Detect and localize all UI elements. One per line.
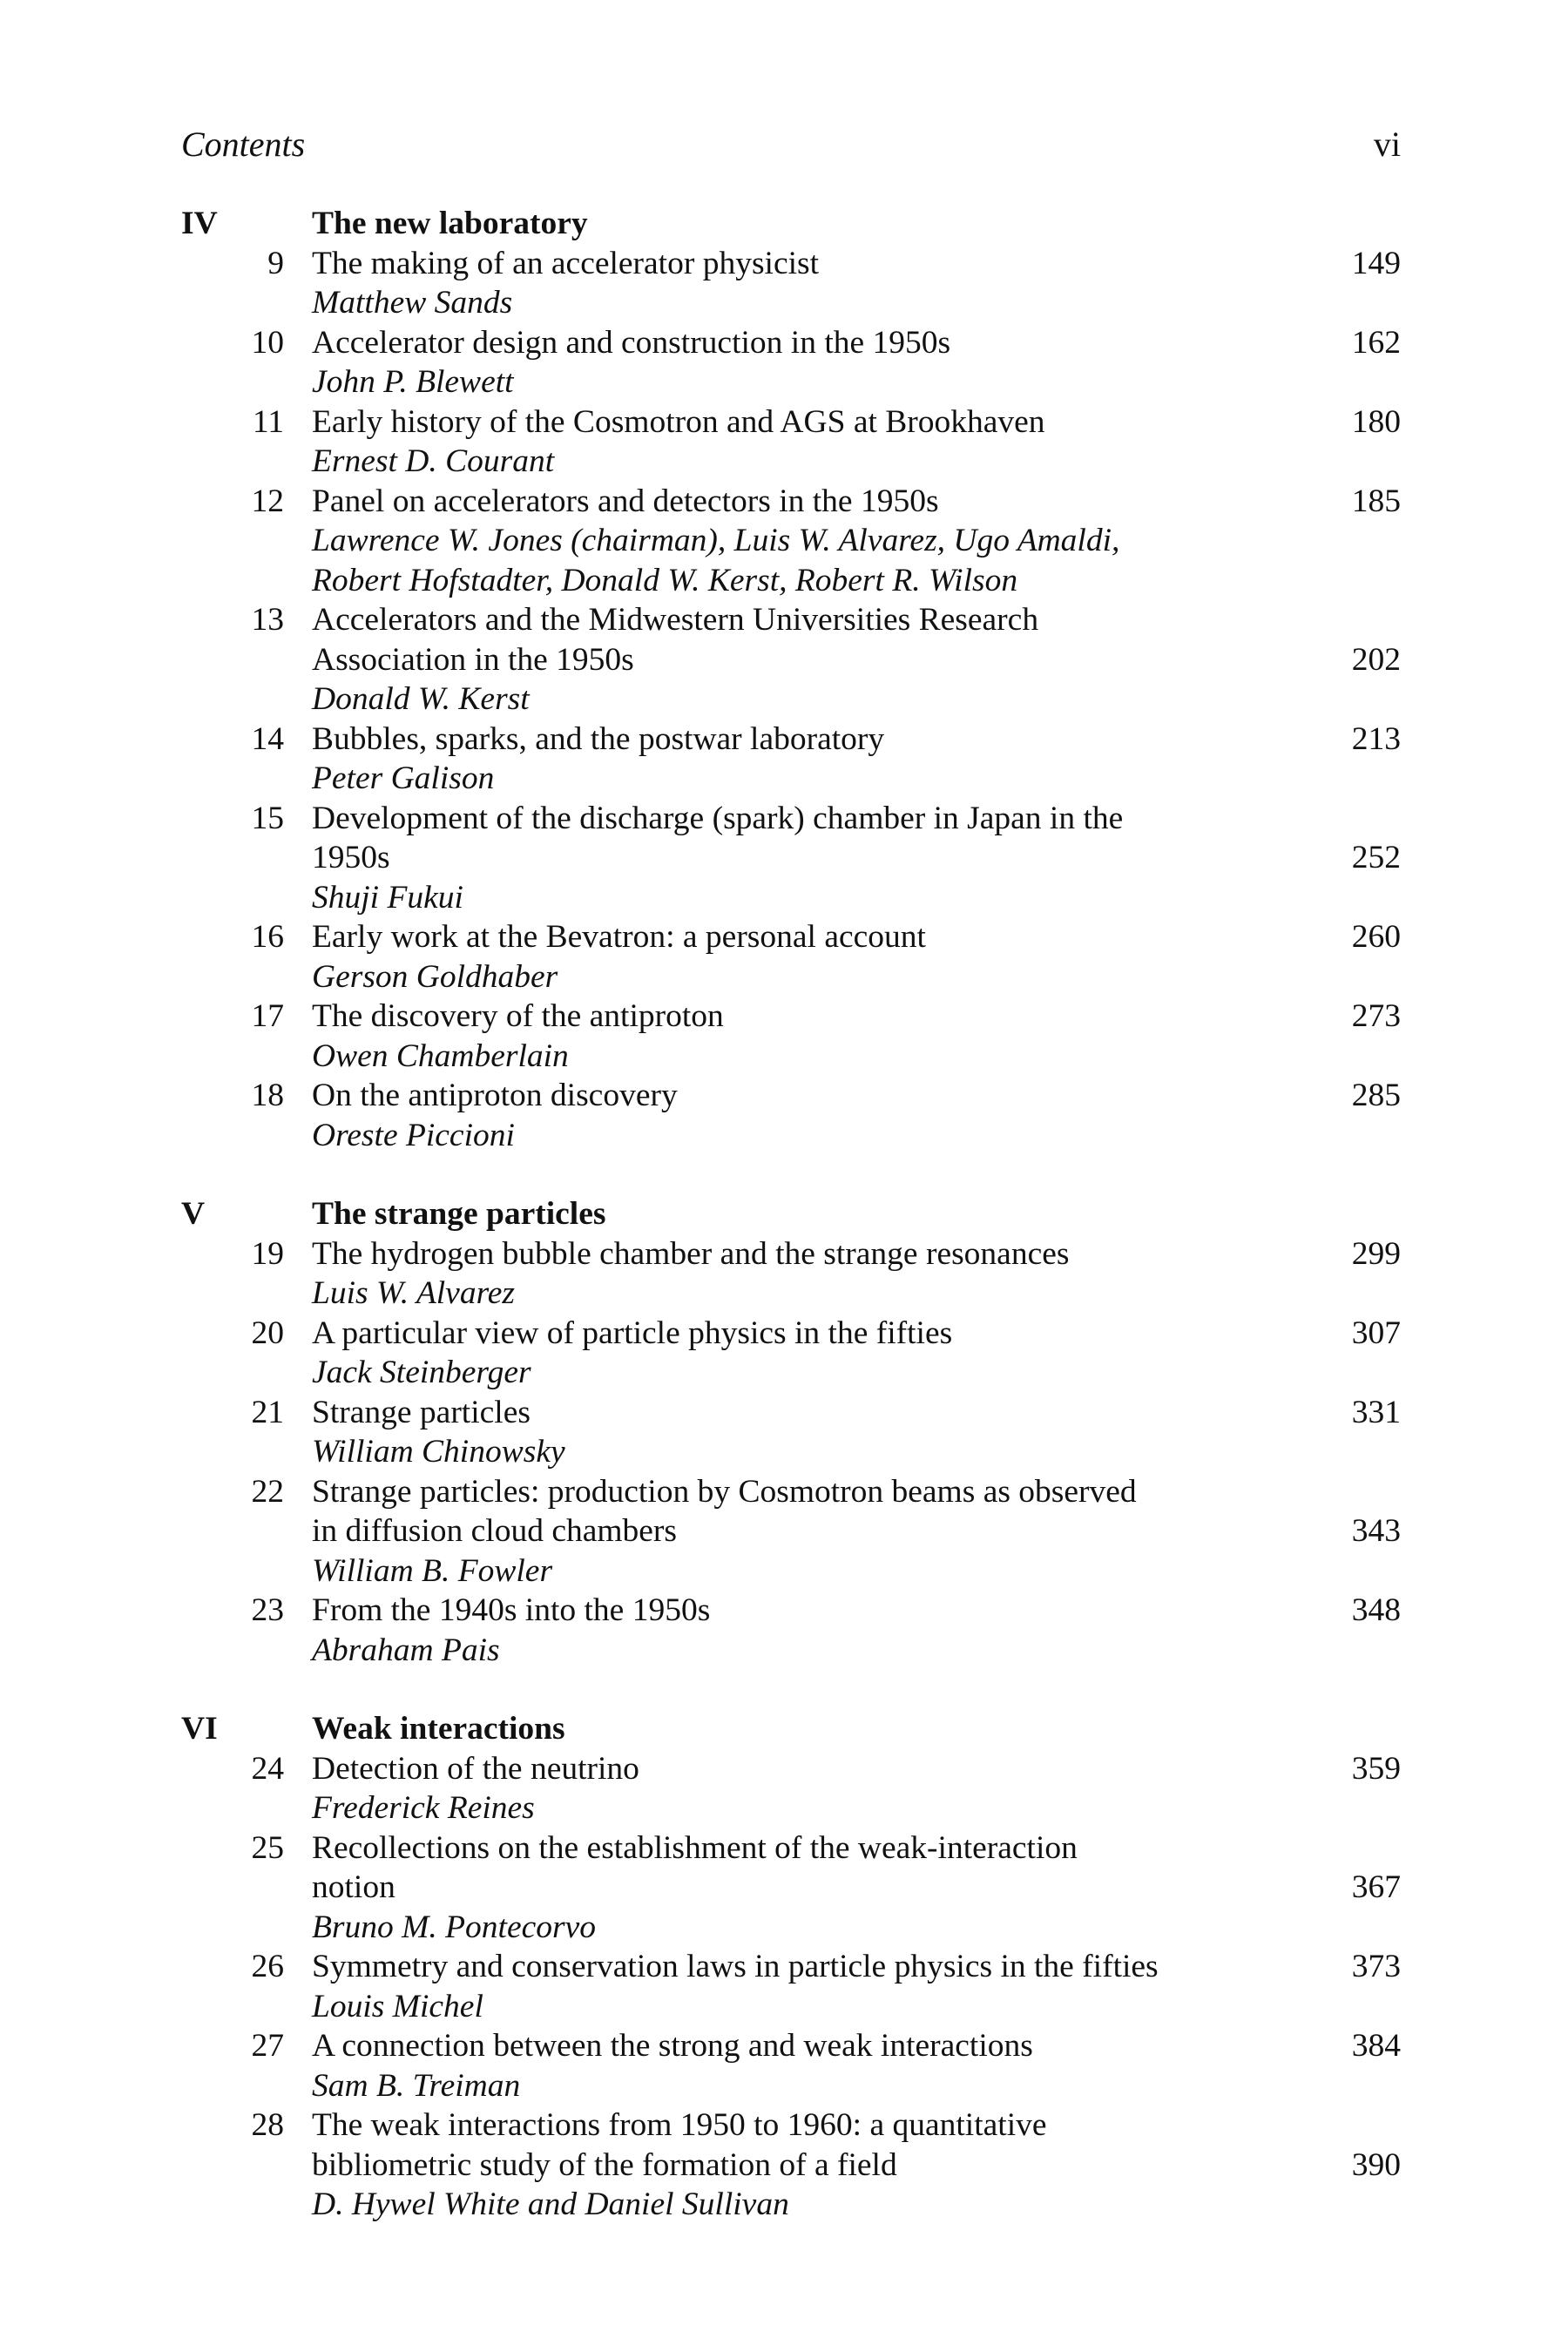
toc-entry	[0, 600, 1568, 720]
entry-author-line	[0, 1353, 1568, 1393]
page-ref: 260	[1351, 919, 1401, 955]
entry-title-line	[0, 1314, 1568, 1354]
toc-entry	[0, 1591, 1568, 1670]
toc-entry	[0, 1749, 1568, 1828]
chapter-title: Strange particles	[312, 1394, 531, 1430]
entry-author-line	[0, 1788, 1568, 1828]
entry-title-line	[0, 600, 1568, 640]
chapter-title: Accelerators and the Midwestern Universities Research	[312, 602, 1039, 638]
toc-entry	[0, 1393, 1568, 1472]
entry-author-line	[0, 442, 1568, 482]
chapter-author: Abraham Pais	[312, 1632, 500, 1668]
chapter-title: in diffusion cloud chambers	[312, 1513, 678, 1549]
page-ref: 373	[1351, 1949, 1401, 1984]
entry-author-line	[0, 1987, 1568, 2027]
toc-entry	[0, 323, 1568, 402]
chapter-author: Ernest D. Courant	[312, 443, 555, 479]
part-heading	[0, 204, 1568, 244]
chapter-title: The discovery of the antiproton	[312, 998, 724, 1034]
entry-title-line	[0, 482, 1568, 522]
toc-part	[0, 1709, 1568, 2225]
chapter-title: Early history of the Cosmotron and AGS at Brookhaven	[312, 403, 1045, 440]
entry-author-line	[0, 561, 1568, 601]
page-ref: 213	[1351, 720, 1401, 757]
toc-entry	[0, 1828, 1568, 1948]
page-ref: 202	[1351, 641, 1401, 678]
entry-title-line	[0, 720, 1568, 760]
part-title: The new laboratory	[312, 206, 588, 241]
entry-title-line	[0, 1472, 1568, 1512]
chapter-title: The hydrogen bubble chamber and the strange resonances	[312, 1235, 1070, 1272]
page-number: vi	[1373, 125, 1401, 164]
chapter-author: Owen Chamberlain	[312, 1037, 569, 1074]
toc-entry	[0, 1947, 1568, 2026]
running-head-title: Contents	[181, 125, 306, 164]
entry-author-line	[0, 1908, 1568, 1948]
part-title: Weak interactions	[312, 1711, 565, 1747]
entry-title-line	[0, 402, 1568, 443]
chapter-author: Louis Michel	[312, 1988, 483, 2024]
page-ref: 252	[1351, 840, 1401, 875]
entry-author-line	[0, 521, 1568, 561]
entry-title-line	[0, 1234, 1568, 1274]
toc-part	[0, 1194, 1568, 1670]
toc-entry	[0, 482, 1568, 601]
entry-title-line	[0, 799, 1568, 839]
chapter-author: D. Hywel White and Daniel Sullivan	[312, 2186, 789, 2222]
toc-entry	[0, 799, 1568, 918]
entry-author-line	[0, 1432, 1568, 1472]
chapter-title: notion	[312, 1869, 395, 1905]
chapter-title: Development of the discharge (spark) chamber in Japan in the	[312, 800, 1124, 836]
toc-entry	[0, 402, 1568, 482]
chapter-number: 14	[251, 720, 284, 757]
part-title: The strange particles	[312, 1196, 606, 1232]
chapter-number: 26	[251, 1949, 284, 1984]
entry-title-line	[0, 640, 1568, 680]
toc-entry	[0, 917, 1568, 997]
chapter-number: 25	[251, 1829, 284, 1866]
page-ref: 307	[1351, 1315, 1401, 1351]
entry-title-line	[0, 1868, 1568, 1908]
chapter-title: Symmetry and conservation laws in particle physics in the fifties	[312, 1949, 1159, 1984]
chapter-number: 19	[251, 1235, 284, 1272]
entry-title-line	[0, 997, 1568, 1037]
part-numeral: VI	[181, 1711, 218, 1747]
entry-title-line	[0, 1947, 1568, 1987]
page-ref: 285	[1351, 1078, 1401, 1113]
entry-author-line	[0, 1116, 1568, 1156]
chapter-title: 1950s	[312, 840, 390, 875]
chapter-author: John P. Blewett	[312, 364, 514, 400]
page-ref: 367	[1351, 1869, 1401, 1905]
entry-author-line	[0, 1274, 1568, 1314]
chapter-title: The weak interactions from 1950 to 1960: a quantitative	[312, 2107, 1047, 2143]
chapter-author: Sam B. Treiman	[312, 2067, 521, 2104]
chapter-title: From the 1940s into the 1950s	[312, 1592, 711, 1628]
page-ref: 359	[1351, 1750, 1401, 1787]
page-ref: 299	[1351, 1235, 1401, 1272]
chapter-number: 22	[251, 1473, 284, 1510]
entry-title-line	[0, 838, 1568, 878]
chapter-number: 24	[251, 1750, 284, 1787]
chapter-number: 13	[251, 602, 284, 638]
chapter-author: Oreste Piccioni	[312, 1117, 515, 1153]
chapter-number: 17	[251, 998, 284, 1034]
page-ref: 384	[1351, 2028, 1401, 2064]
chapter-title: A connection between the strong and weak interactions	[312, 2028, 1033, 2064]
chapter-title: A particular view of particle physics in the fifties	[312, 1315, 953, 1351]
chapter-title: Recollections on the establishment of the weak-interaction	[312, 1829, 1078, 1866]
entry-title-line	[0, 2146, 1568, 2186]
entry-author-line	[0, 759, 1568, 799]
page-ref: 185	[1351, 483, 1401, 519]
chapter-number: 28	[251, 2107, 284, 2143]
toc-entry	[0, 1314, 1568, 1393]
entry-author-line	[0, 1551, 1568, 1592]
part-heading	[0, 1194, 1568, 1234]
toc-entry	[0, 1076, 1568, 1155]
chapter-author: Donald W. Kerst	[312, 681, 530, 717]
part-numeral: V	[181, 1196, 206, 1232]
toc-entry	[0, 720, 1568, 799]
chapter-author: Frederick Reines	[312, 1790, 535, 1826]
entry-title-line	[0, 917, 1568, 957]
chapter-number: 11	[252, 403, 284, 440]
chapter-author: Gerson Goldhaber	[312, 958, 558, 995]
toc-entry	[0, 1234, 1568, 1314]
chapter-title: Accelerator design and construction in the 1950s	[312, 324, 951, 361]
chapter-number: 27	[251, 2028, 284, 2064]
chapter-title: Strange particles: production by Cosmotron beams as observed	[312, 1473, 1137, 1510]
toc-entry	[0, 2105, 1568, 2225]
entry-title-line	[0, 2105, 1568, 2146]
page-ref: 343	[1351, 1513, 1401, 1549]
chapter-author: Jack Steinberger	[312, 1355, 531, 1390]
chapter-author: William B. Fowler	[312, 1552, 553, 1589]
chapter-number: 21	[251, 1394, 284, 1430]
page-ref: 149	[1351, 245, 1401, 281]
chapter-author: Lawrence W. Jones (chairman), Luis W. Alvarez, Ugo Amaldi,	[312, 523, 1120, 558]
chapter-author: Bruno M. Pontecorvo	[312, 1909, 596, 1945]
entry-title-line	[0, 323, 1568, 363]
chapter-number: 18	[251, 1078, 284, 1113]
page-ref: 331	[1351, 1394, 1401, 1430]
chapter-title: Association in the 1950s	[312, 641, 634, 678]
part-heading	[0, 1709, 1568, 1749]
page-ref: 180	[1351, 403, 1401, 440]
entry-author-line	[0, 1631, 1568, 1671]
chapter-title: bibliometric study of the formation of a field	[312, 2146, 897, 2183]
toc-part	[0, 204, 1568, 1155]
chapter-author: Robert Hofstadter, Donald W. Kerst, Robert R. Wilson	[312, 562, 1018, 598]
page-ref: 390	[1351, 2146, 1401, 2183]
chapter-author: William Chinowsky	[312, 1434, 565, 1470]
entry-title-line	[0, 1076, 1568, 1116]
entry-title-line	[0, 1828, 1568, 1869]
chapter-number: 12	[251, 483, 284, 519]
chapter-title: The making of an accelerator physicist	[312, 245, 820, 281]
chapter-author: Peter Galison	[312, 760, 495, 796]
toc-entry	[0, 997, 1568, 1076]
chapter-number: 9	[267, 245, 284, 281]
chapter-title: Bubbles, sparks, and the postwar laboratory	[312, 720, 885, 757]
entry-title-line	[0, 1591, 1568, 1631]
page-ref: 273	[1351, 998, 1401, 1034]
entry-author-line	[0, 957, 1568, 997]
chapter-number: 10	[251, 324, 284, 361]
chapter-title: On the antiproton discovery	[312, 1078, 678, 1113]
entry-title-line	[0, 244, 1568, 284]
chapter-number: 23	[251, 1592, 284, 1628]
entry-author-line	[0, 1037, 1568, 1077]
entry-author-line	[0, 2066, 1568, 2106]
entry-author-line	[0, 283, 1568, 323]
table-of-contents	[0, 204, 1568, 2225]
chapter-title: Early work at the Bevatron: a personal account	[312, 919, 926, 955]
chapter-author: Shuji Fukui	[312, 879, 463, 916]
chapter-number: 20	[251, 1315, 284, 1351]
entry-title-line	[0, 2026, 1568, 2066]
chapter-title: Panel on accelerators and detectors in the 1950s	[312, 483, 939, 519]
toc-entry	[0, 1472, 1568, 1592]
chapter-author: Luis W. Alvarez	[312, 1275, 516, 1311]
part-numeral: IV	[181, 206, 218, 241]
entry-author-line	[0, 878, 1568, 918]
entry-author-line	[0, 2185, 1568, 2225]
entry-title-line	[0, 1749, 1568, 1789]
entry-author-line	[0, 679, 1568, 720]
toc-entry	[0, 244, 1568, 323]
entry-title-line	[0, 1511, 1568, 1551]
chapter-number: 16	[251, 919, 284, 955]
page-ref: 162	[1351, 324, 1401, 361]
toc-entry	[0, 2026, 1568, 2105]
chapter-author: Matthew Sands	[312, 285, 513, 321]
page-ref: 348	[1351, 1592, 1401, 1628]
chapter-title: Detection of the neutrino	[312, 1750, 639, 1787]
entry-author-line	[0, 362, 1568, 402]
entry-title-line	[0, 1393, 1568, 1433]
chapter-number: 15	[251, 800, 284, 836]
